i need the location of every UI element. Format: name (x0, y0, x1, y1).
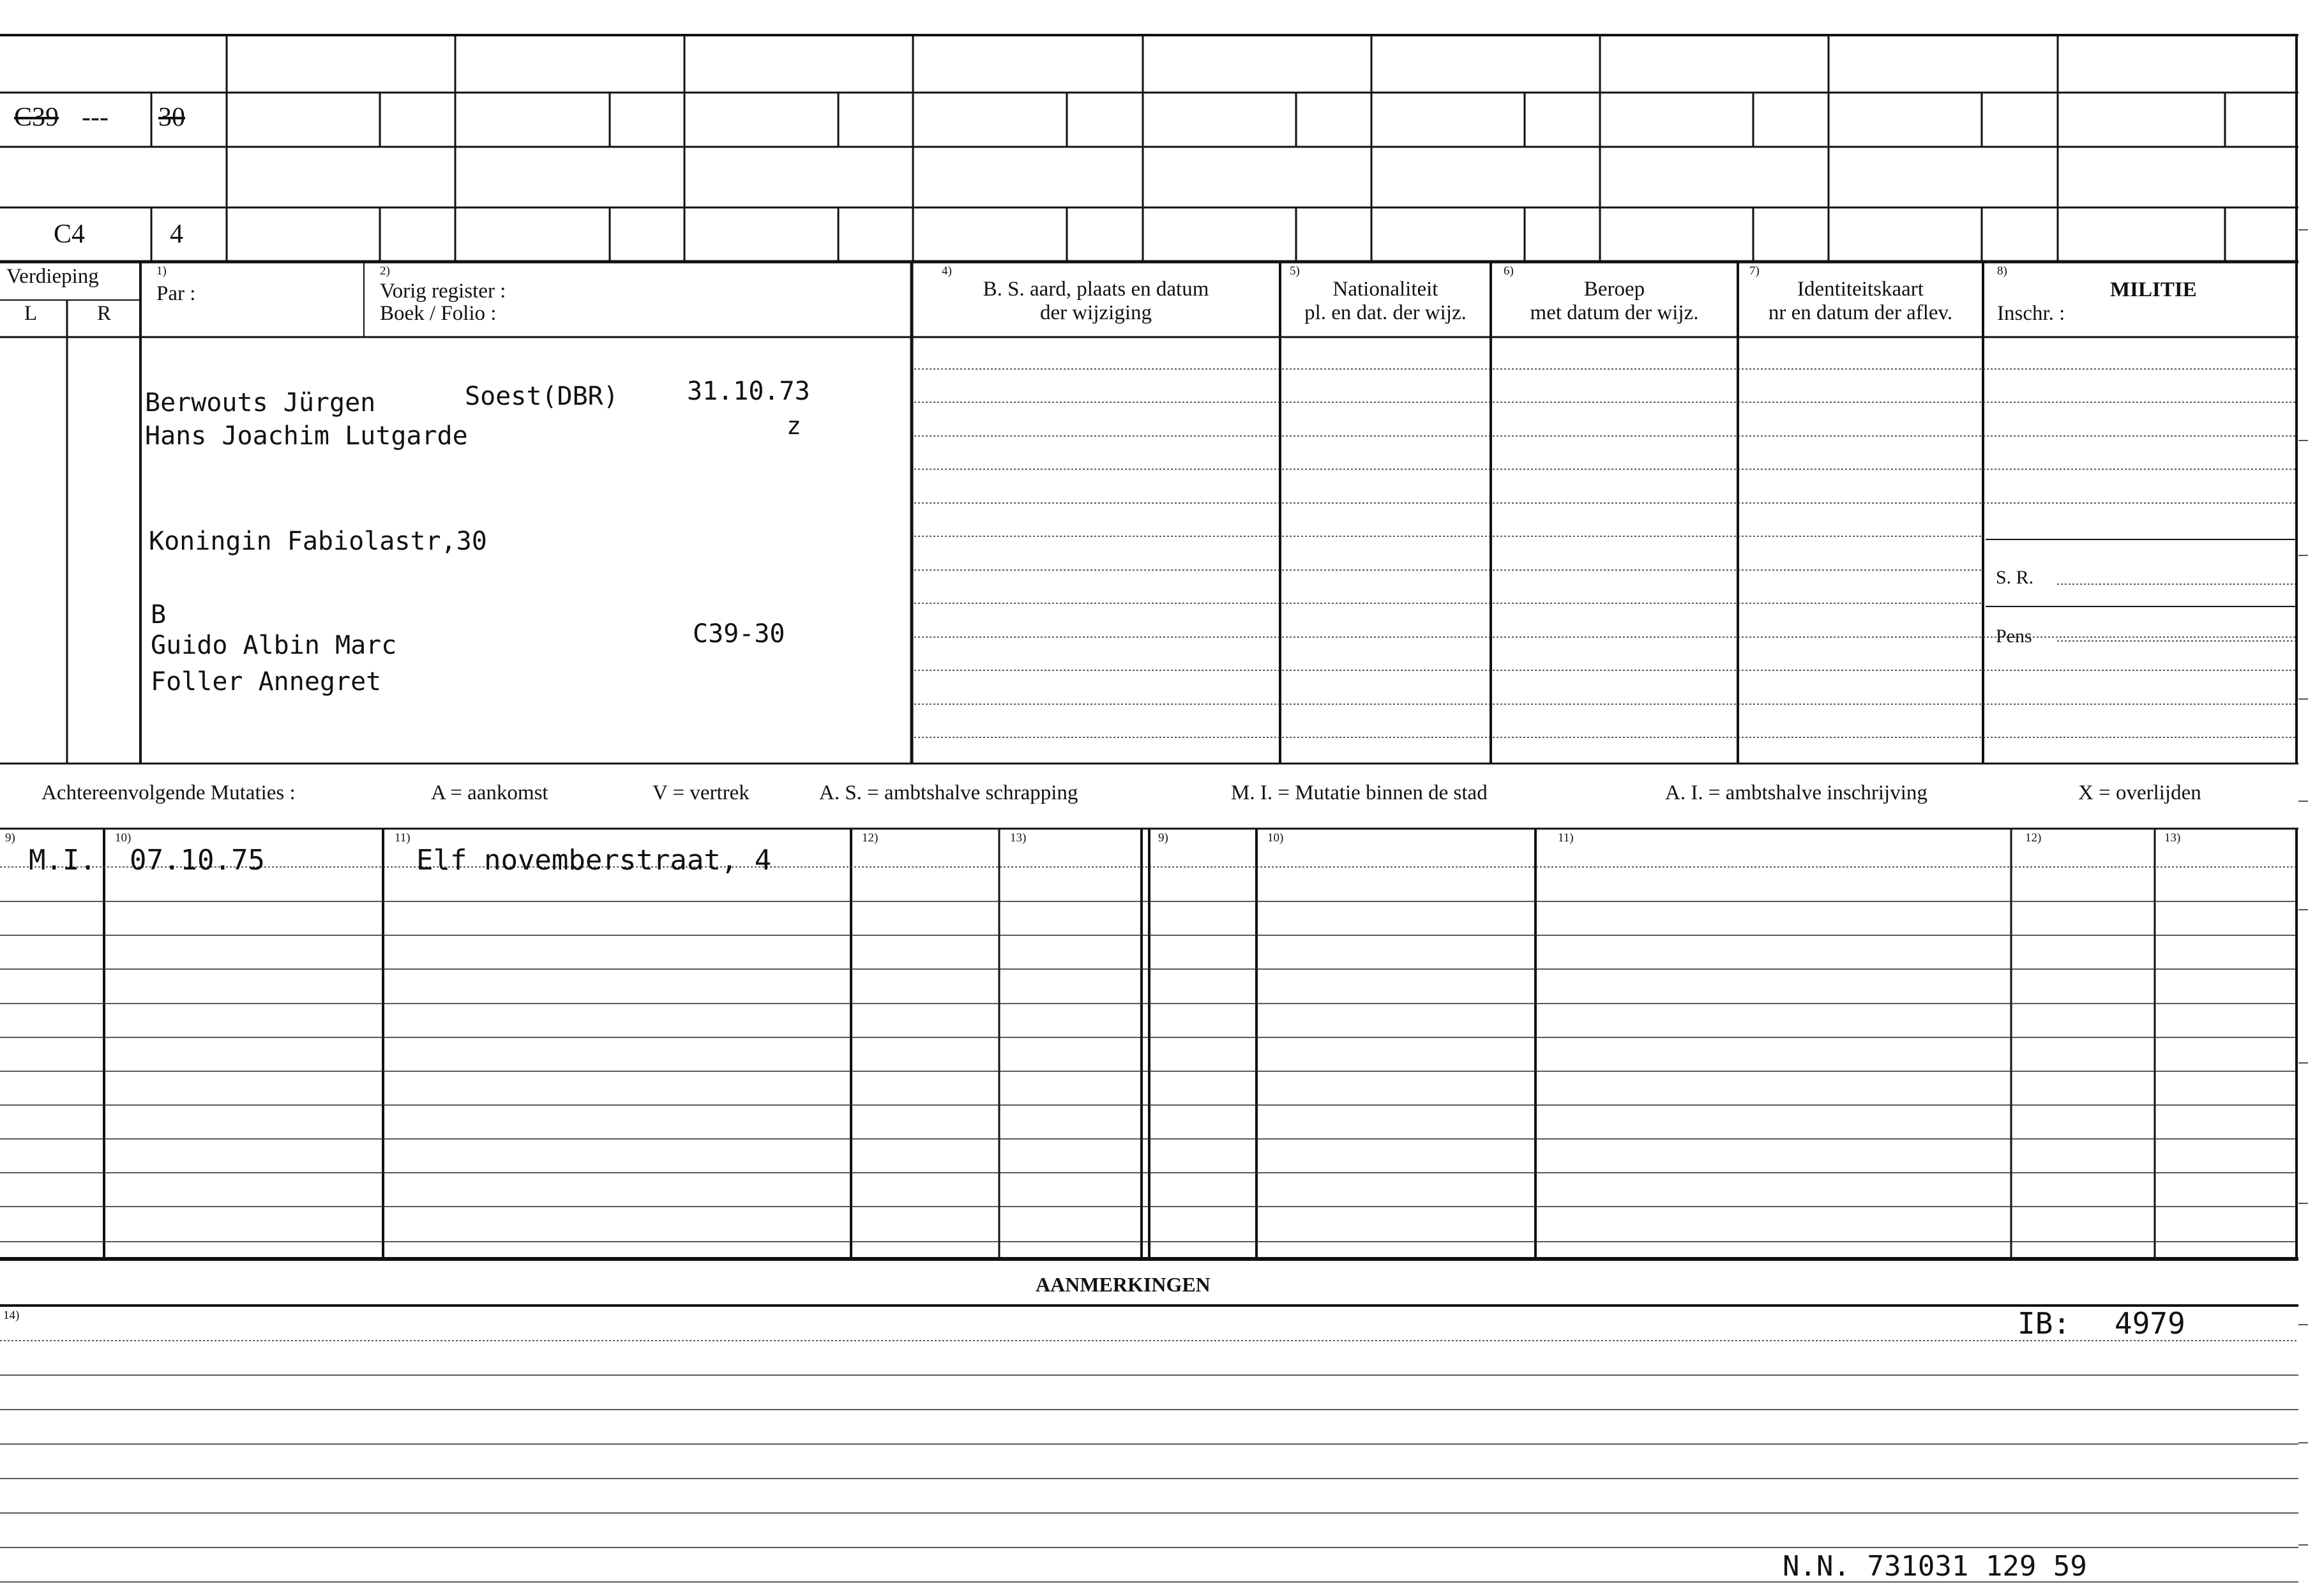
footnote-8: 8) (1997, 264, 2007, 278)
col4-header-line1: B. S. aard, plaats en datum (983, 278, 1209, 301)
legend-as: A. S. = ambtshalve schrapping (819, 781, 1078, 804)
mut-n10-left: 10) (115, 831, 132, 845)
footnote-5: 5) (1290, 264, 1300, 278)
remarks-title: AANMERKINGEN (1036, 1273, 1211, 1296)
legend-ai: A. I. = ambtshalve inschrijving (1665, 781, 1927, 804)
mut-n9-right: 9) (1158, 831, 1168, 845)
legend-title: Achtereenvolgende Mutaties : (41, 781, 296, 804)
mut-n13-left: 13) (1010, 831, 1027, 845)
par-label: Par : (156, 282, 196, 305)
person-nationality: B (151, 600, 167, 629)
footnote-6: 6) (1504, 264, 1514, 278)
col5-header (1280, 278, 1491, 325)
sr-label: S. R. (1996, 567, 2034, 588)
vorig-register-label: Vorig register : (380, 280, 506, 303)
person-father: Guido Albin Marc (151, 631, 397, 660)
verdieping-label: Verdieping (6, 265, 99, 288)
legend-v: V = vertrek (652, 781, 750, 804)
legend-a: A = aankomst (431, 781, 548, 804)
ib-label: IB: (2018, 1306, 2071, 1341)
scan-edge-marks (2298, 230, 2308, 1545)
col4-header-line2: der wijziging (1039, 301, 1152, 324)
register-left: C4 (54, 220, 86, 249)
mut-n9-left: 9) (5, 831, 15, 845)
person-name-line2: Hans Joachim Lutgarde (145, 421, 468, 451)
mutations-table-lines (0, 829, 2298, 1259)
top-grid-lines (0, 35, 2298, 262)
col5-header-line2: pl. en dat. der wijz. (1304, 301, 1467, 324)
person-register-ref: C39-30 (693, 619, 785, 649)
boek-folio-label: Boek / Folio : (380, 302, 497, 325)
old-register-left: C39 (14, 103, 59, 132)
person-name-line1: Berwouts Jürgen (145, 388, 376, 418)
militie-label: MILITIE (2110, 278, 2197, 301)
pens-label: Pens (1996, 626, 2032, 647)
col5-header-line1: Nationaliteit (1332, 278, 1438, 301)
col7-header (1738, 278, 1983, 325)
legend-x: X = overlijden (2078, 781, 2201, 804)
old-register-right: 30 (158, 103, 185, 132)
main-table-dotted-rules (914, 369, 2297, 737)
footnote-14: 14) (3, 1309, 20, 1322)
national-number: N.N. 731031 129 59 (1783, 1550, 2087, 1583)
col7-header-line1: Identiteitskaart (1797, 278, 1924, 301)
mutation-entry-type: M.I. (29, 844, 96, 877)
r-label: R (97, 302, 112, 325)
mut-n11-right: 11) (1558, 831, 1574, 845)
col6-header (1491, 278, 1738, 325)
ib-value: 4979 (2115, 1306, 2185, 1341)
mutation-entry-address: Elf novemberstraat, 4 (416, 844, 772, 877)
col6-header-line2: met datum der wijz. (1530, 301, 1699, 324)
mutation-entry-date: 07.10.75 (130, 844, 265, 877)
remarks-rules (0, 1341, 2298, 1582)
register-right: 4 (170, 220, 183, 249)
inschr-label: Inschr. : (1997, 302, 2065, 325)
mut-n12-right: 12) (2025, 831, 2042, 845)
col4-header (912, 278, 1280, 325)
l-label: L (24, 302, 38, 325)
footnote-7: 7) (1749, 264, 1760, 278)
person-birthplace: Soest(DBR) (465, 382, 619, 411)
col6-header-line1: Beroep (1583, 278, 1645, 301)
mut-n11-left: 11) (395, 831, 411, 845)
mut-n12-left: 12) (862, 831, 879, 845)
person-mother: Foller Annegret (151, 667, 382, 696)
mut-n10-right: 10) (1267, 831, 1284, 845)
person-address: Koningin Fabiolastr,30 (149, 527, 487, 556)
footnote-1: 1) (156, 264, 167, 278)
legend-mi: M. I. = Mutatie binnen de stad (1231, 781, 1488, 804)
footnote-4: 4) (942, 264, 952, 278)
footnote-2: 2) (380, 264, 390, 278)
mut-n13-right: 13) (2164, 831, 2181, 845)
person-sex: z (787, 412, 801, 440)
col7-header-line2: nr en datum der aflev. (1768, 301, 1953, 324)
old-register-sep: --- (82, 103, 109, 132)
person-birthdate: 31.10.73 (687, 377, 810, 406)
